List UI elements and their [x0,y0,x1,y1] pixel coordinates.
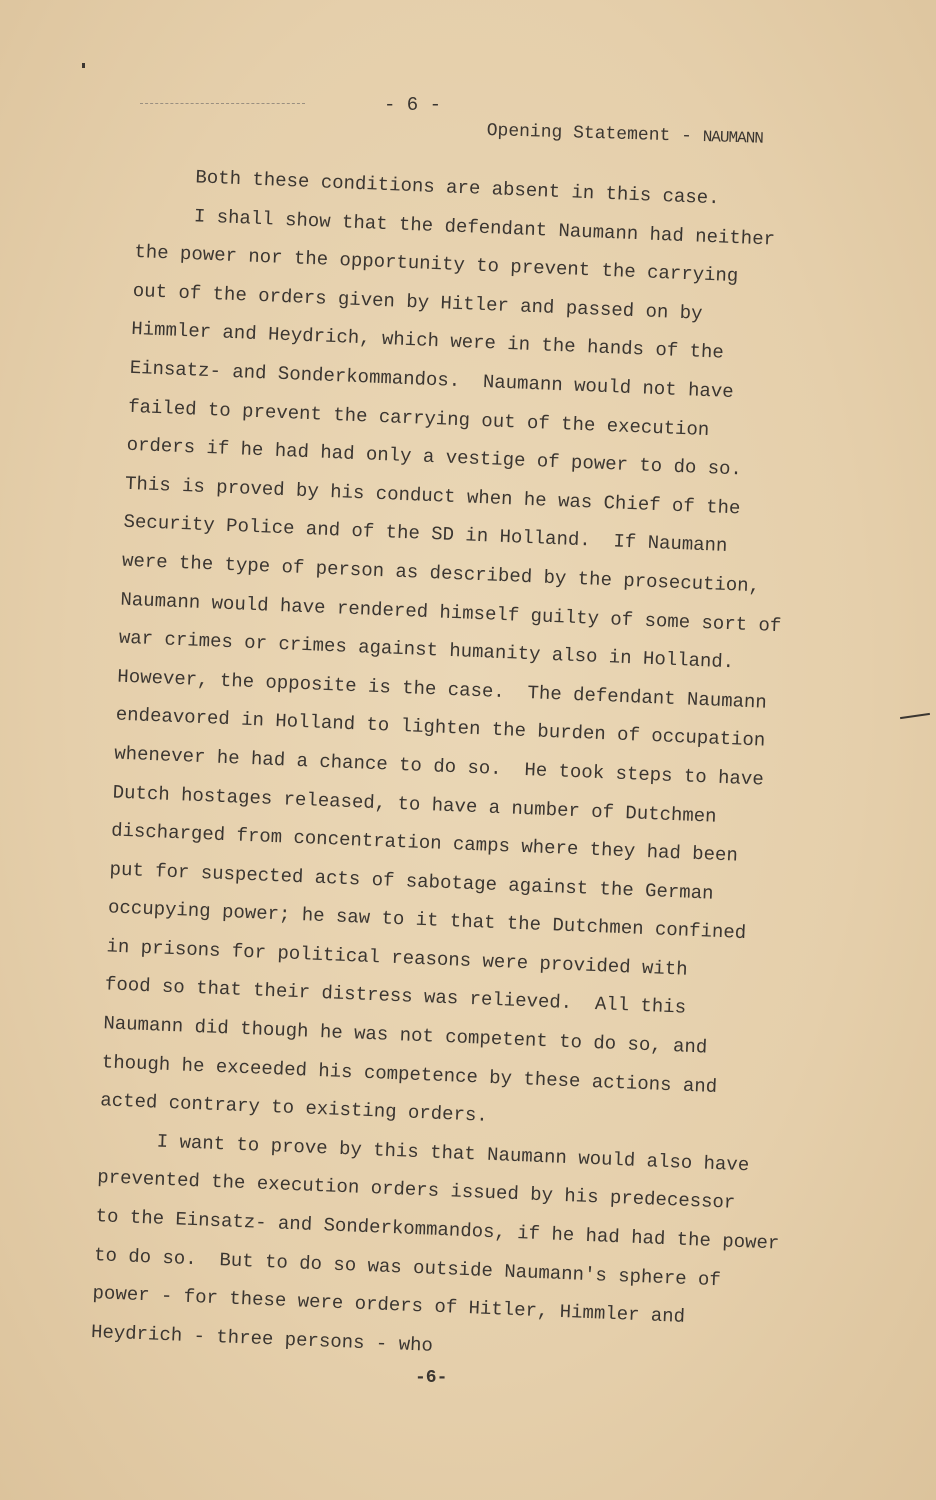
text-line: Naumann would have rendered himself guilty of some sort of [120,588,782,637]
text-line: This is proved by his conduct when he was Chief of the [124,472,741,520]
text-line: endeavored in Holland to lighten the burden of occupation [115,703,766,752]
text-line: Security Police and of the SD in Holland. If Naumann [123,511,728,558]
text-line: though he exceeded his competence by these actions and [101,1050,718,1098]
text-line: power - for these were orders of Hitler, Himmler and [92,1282,686,1329]
text-line: I shall show that the defendant Naumann had neither [193,204,776,251]
page-number-bottom: -6- [415,1368,448,1388]
text-line: occupying power; he saw to it that the Dutchmen confined [107,896,747,945]
text-line: Both these conditions are absent in this case. [195,166,720,210]
text-line: Himmler and Heydrich, which were in the hands of the [130,318,725,365]
text-line: to the Einsatz- and Sonderkommandos, if he had had the power [95,1205,780,1255]
stray-dash-mark [140,103,305,104]
text-line: prevented the execution orders issued by his predecessor [96,1166,736,1215]
text-line: out of the orders given by Hitler and passed on by [132,279,703,325]
text-line: Naumann did though he was not competent to do so, and [103,1012,708,1059]
text-line: in prisons for political reasons were provided with [106,935,689,981]
document-body [90,163,822,1386]
text-line: I want to prove by this that Naumann would also have [156,1130,750,1177]
paper-speck [82,63,85,68]
text-line: food so that their distress was relieved. All this [104,973,687,1020]
text-line: the power nor the opportunity to prevent the carrying [133,241,739,288]
text-line: Dutch hostages released, to have a number of Dutchmen [112,781,718,828]
text-line: acted contrary to existing orders. [99,1089,489,1128]
paper-clip-mark [900,713,930,719]
text-line: war crimes or crimes against humanity also in Holland. [118,626,735,674]
text-line: discharged from concentration camps where they had been [110,819,739,867]
text-line: failed to prevent the carrying out of the execution [127,395,710,441]
text-line: Heydrich - three persons - who [90,1320,434,1357]
running-header [486,121,763,149]
text-line: Einsatz- and Sonderkommandos. Naumann would not have [129,356,735,404]
text-line: put for suspected acts of sabotage against the German [109,858,714,905]
text-line: However, the opposite is the case. The defendant Naumann [116,665,768,714]
text-line: to do so. But to do so was outside Naumann's sphere of [93,1243,722,1291]
text-line: orders if he had had only a vestige of power to do so. [126,433,743,481]
header-name: NAUMANN [702,128,764,148]
text-line: were the type of person as described by the prosecution, [121,549,761,598]
header-title: Opening Statement - [486,121,693,147]
text-line: whenever he had a chance to do so. He took steps to have [113,742,765,791]
page-number-top: - 6 - [384,94,442,116]
